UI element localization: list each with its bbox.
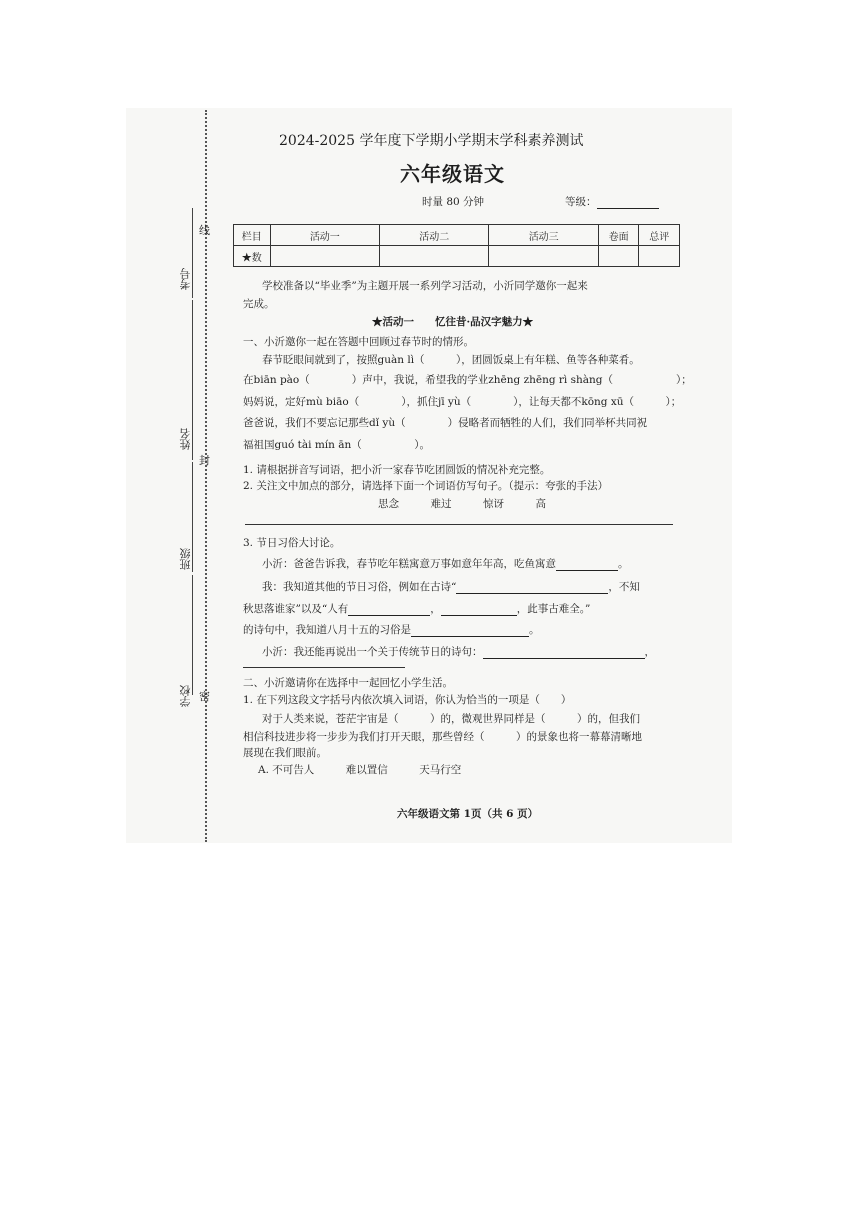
page-footer: 六年级语文第 1页（共 6 页）	[397, 808, 539, 820]
q3-blank-poem2b[interactable]	[441, 603, 517, 616]
section2-title: 二、小沂邀请你在选择中一起回忆小学生活。	[243, 677, 453, 689]
xingming-label: 姓名	[179, 428, 192, 450]
xingming-line	[192, 300, 193, 460]
section2-paragraph-line: 展现在我们眼前。	[243, 747, 327, 759]
mark-xian: 线	[199, 224, 210, 237]
score-header-cell: 活动一	[270, 225, 379, 246]
score-header-cell: 栏目	[234, 225, 271, 246]
activity1-heading: ★活动一 忆往昔·品汉字魅力★	[372, 316, 534, 328]
grade-blank[interactable]	[597, 196, 659, 209]
q3-blank-poem2a[interactable]	[348, 603, 430, 616]
exam-title: 六年级语文	[400, 162, 505, 186]
kaohao-label: 考号	[179, 268, 192, 290]
banji-label: 班级	[179, 548, 192, 570]
score-cell[interactable]	[380, 246, 489, 267]
score-header-cell: 活动三	[489, 225, 598, 246]
q3-blank-fish[interactable]	[556, 558, 618, 571]
q2-answer-line[interactable]	[245, 524, 673, 525]
intro-line2: 完成。	[243, 298, 275, 310]
score-table-row	[234, 246, 680, 267]
q3-line4: 的诗句中，我知道八月十五的习俗是 。	[243, 624, 540, 636]
q3-line2: 我：我知道其他的节日习俗，例如在古诗“ ，不知	[262, 581, 640, 593]
mark-mi: 密	[199, 690, 210, 703]
banji-line	[192, 462, 193, 572]
score-cell[interactable]	[270, 246, 379, 267]
q3-line1: 小沂：爸爸告诉我，春节吃年糕寓意万事如意年年高，吃鱼寓意 。	[262, 558, 629, 570]
xuexiao-label: 学校	[179, 685, 192, 707]
q3-blank-poem3[interactable]	[483, 646, 645, 659]
activity1-paragraph-line: 福祖国guó tài mín ān（ ）。	[243, 439, 431, 451]
q3-blank-poem1[interactable]	[456, 581, 608, 594]
activity1-q2-words: 思念 难过 惊讶 高	[378, 498, 546, 510]
q3-line3: 秋思落谁家”以及“人有 ， ，此事古难全。”	[243, 603, 591, 615]
q3-line5: 小沂：我还能再说出一个关于传统节日的诗句： ，	[262, 646, 655, 658]
score-cell[interactable]	[639, 246, 680, 267]
option-a: A. 不可告人 难以置信 天马行空	[258, 764, 462, 776]
score-row-label: ★数	[234, 246, 271, 267]
score-table	[233, 224, 680, 267]
activity1-q1: 1. 请根据拼音写词语，把小沂一家春节吃团圆饭的情况补充完整。	[243, 464, 551, 476]
activity1-q2: 2. 关注文中加点的部分，请选择下面一个词语仿写句子。（提示：夸张的手法）	[243, 480, 609, 492]
section2-paragraph-line: 相信科技进步将一步步为我们打开天眼，那些曾经（ ）的景象也将一幕幕清晰地	[243, 731, 642, 743]
intro-line1: 学校准备以“毕业季”为主题开展一系列学习活动，小沂同学邀你一起来	[262, 280, 588, 292]
activity1-q1-title: 一、小沂邀你一起在答题中回顾过春节时的情形。	[243, 336, 474, 348]
score-cell[interactable]	[489, 246, 598, 267]
score-cell[interactable]	[598, 246, 639, 267]
kaohao-line	[192, 208, 193, 298]
activity1-paragraph-line: 爸爸说，我们不要忘记那些dǐ yù（ ）侵略者而牺牲的人们，我们同举杯共同祝	[243, 417, 648, 429]
xuexiao-line	[192, 575, 193, 695]
activity1-paragraph-line: 在biān pào（ ）声中，我说，希望我的学业zhēng zhēng rì shàng（ ）；	[243, 374, 692, 386]
section2-paragraph-line: 对于人类来说，苍茫宇宙是（ ）的，微观世界同样是（ ）的，但我们	[262, 713, 640, 725]
exam-header: 2024-2025 学年度下学期小学期末学科素养测试	[279, 133, 584, 149]
mark-feng: 封	[199, 454, 210, 467]
score-header-cell: 总评	[639, 225, 680, 246]
score-table-header-row	[234, 225, 680, 246]
activity1-paragraph-line: 春节眨眼间就到了，按照guàn lì（ ），团圆饭桌上有年糕、鱼等各种菜肴。	[262, 354, 640, 366]
q3-continuation-line[interactable]	[243, 667, 405, 668]
activity1-q3: 3. 节日习俗大讨论。	[243, 537, 341, 549]
grade-label: 等级：	[565, 194, 659, 209]
q3-blank-custom[interactable]	[411, 624, 529, 637]
score-header-cell: 活动二	[380, 225, 489, 246]
binding-dotted-line	[205, 110, 207, 842]
score-header-cell: 卷面	[598, 225, 639, 246]
activity1-paragraph-line: 妈妈说，定好mù biāo（ ），抓住jī yù（ ），让每天都不kōng xū（ ）；	[243, 396, 682, 408]
exam-time: 时量 80 分钟	[422, 196, 485, 208]
section2-q1: 1. 在下列这段文字括号内依次填入词语，你认为恰当的一项是（ ）	[243, 694, 572, 706]
